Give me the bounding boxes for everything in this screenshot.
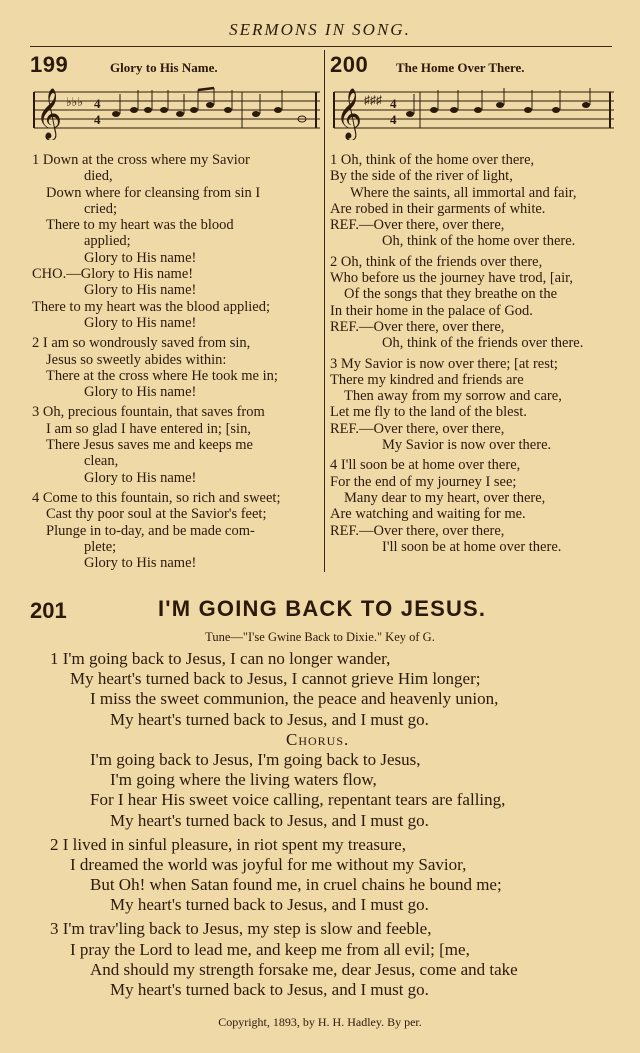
header-rule [30,46,612,47]
hymn-201-text [50,649,518,1000]
hymn-line: I'll soon be at home over there. [382,538,562,555]
hymn-line: Cast thy poor soul at the Savior's feet; [46,506,267,523]
hymn-line: My heart's turned back to Jesus, and I must go. [110,810,429,830]
hymn-line: REF.—Over there, over there, [330,420,505,437]
hymn-199-number: 199 [30,52,69,77]
hymn-line: I dreamed the world was joyful for me without my Savior, [70,854,467,874]
hymn-line: There to my heart was the blood applied; [32,298,270,315]
chorus-label: Chorus. [286,729,350,749]
hymn-line: Then away from my sorrow and care, [344,388,562,405]
hymn-201-number: 201 [30,598,67,623]
hymn-line: I am so glad I have entered in; [sin, [46,420,251,437]
hymn-line: My heart's turned back to Jesus, and I must go. [110,895,429,915]
svg-text:𝄞: 𝄞 [36,88,63,139]
hymn-line: CHO.—Glory to His name! [32,266,194,283]
hymn-line: Many dear to my heart, over there, [344,489,546,506]
hymn-line: There my kindred and friends are [330,371,524,388]
hymn-200-number: 200 [330,52,369,77]
hymn-line: My heart's turned back to Jesus, and I must go. [110,980,429,999]
hymn-line: clean, [84,453,119,470]
svg-text:4: 4 [94,112,101,127]
hymn-200-title: The Home Over There. [396,60,525,75]
copyright-line: Copyright, 1893, by H. H. Hadley. By per. [218,1015,422,1029]
hymn-line: Glory to His name! [84,314,197,331]
hymn-line: There to my heart was the blood [46,217,234,234]
svg-text:♯♯♯: ♯♯♯ [364,93,382,107]
hymn-line: There Jesus saves me and keeps me [46,437,253,454]
hymn-line: 4 Come to this fountain, so rich and sweet; [32,489,281,506]
hymn-line: Glory to His name! [84,555,197,572]
svg-text:4: 4 [94,96,101,111]
hymn-line: Jesus so sweetly abides within: [46,351,227,368]
hymn-line: Where the saints, all immortal and fair, [350,184,577,201]
hymn-line: For I hear His sweet voice calling, repentant tears are falling, [90,790,506,810]
hymn-line: For the end of my journey I see; [330,473,517,490]
hymn-line: Let me fly to the land of the blest. [330,404,527,421]
hymn-line: Who before us the journey have trod, [air, [330,270,574,287]
hymn-200-text [330,152,614,555]
running-head: SERMONS IN SONG. [229,20,411,39]
hymn-line: REF.—Over there, over there, [330,522,505,539]
hymn-line: Plunge in to-day, and be made com- [46,522,255,539]
hymn-199-text [32,152,324,571]
hymn-line: Glory to His name! [84,384,197,401]
hymn-line: 2 I am so wondrously saved from sin, [32,335,251,352]
hymn-line: 2 I lived in sinful pleasure, in riot spent my treasure, [50,834,406,854]
hymn-line: 3 Oh, precious fountain, that saves from [32,404,265,421]
hymn-line: 1 Oh, think of the home over there, [330,152,535,168]
hymn-line: But Oh! when Satan found me, in cruel chains he bound me; [90,875,502,895]
hymn-line: I'm going back to Jesus, I'm going back to Jesus, [90,749,421,769]
svg-text:4: 4 [390,112,397,127]
hymn-line: plete; [84,538,117,555]
hymn-line: Are watching and waiting for me. [330,506,526,523]
hymn-line: By the side of the river of light, [330,168,513,185]
hymn-line: Are robed in their garments of white. [330,200,546,217]
hymn-line: I miss the sweet communion, the peace and heavenly union, [90,689,499,709]
hymn-line: I pray the Lord to lead me, and keep me from all evil; [me, [70,939,470,959]
svg-text:𝄞: 𝄞 [336,88,363,139]
svg-text:♭♭♭: ♭♭♭ [66,95,83,109]
hymn-199-title: Glory to His Name. [110,60,218,75]
hymn-line: I'm going where the living waters flow, [110,770,377,790]
hymn-line: And should my strength forsake me, dear Jesus, come and take [90,959,518,979]
hymn-line: There at the cross where He took me in; [46,367,278,384]
hymn-line: Oh, think of the home over there. [382,233,576,250]
hymn-200-music-staff [330,84,614,140]
hymn-line: In their home in the palace of God. [330,302,533,319]
hymn-line: REF.—Over there, over there, [330,217,505,234]
column-divider [324,50,325,572]
hymn-line: Glory to His name! [84,282,197,299]
hymn-line: 3 My Savior is now over there; [at rest; [330,355,558,372]
hymn-line: Of the songs that they breathe on the [344,286,558,303]
hymn-line: Oh, think of the friends over there. [382,335,584,352]
hymn-line: Glory to His name! [84,249,197,266]
hymn-line: My heart's turned back to Jesus, I cannot grieve Him longer; [70,669,481,689]
hymn-line: 1 I'm going back to Jesus, I can no longer wander, [50,649,391,668]
hymn-201-tune: Tune—"I'se Gwine Back to Dixie." Key of G. [205,630,435,644]
hymn-line: 3 I'm trav'ling back to Jesus, my step is slow and feeble, [50,919,432,939]
hymn-201-title: I'M GOING BACK TO JESUS. [158,596,487,621]
hymn-line: applied; [84,233,131,250]
hymn-line: My Savior is now over there. [382,437,552,454]
hymn-line: Down where for cleansing from sin I [46,184,261,201]
hymn-line: Glory to His name! [84,469,197,486]
hymn-line: cried; [84,200,118,217]
hymn-line: died, [84,168,113,185]
hymn-line: 2 Oh, think of the friends over there, [330,253,543,270]
hymn-line: 1 Down at the cross where my Savior [32,152,250,168]
hymn-line: 4 I'll soon be at home over there, [330,457,521,474]
svg-text:4: 4 [390,96,397,111]
hymn-line: REF.—Over there, over there, [330,318,505,335]
hymn-line: My heart's turned back to Jesus, and I must go. [110,709,429,729]
hymn-199-music-staff [30,84,320,140]
